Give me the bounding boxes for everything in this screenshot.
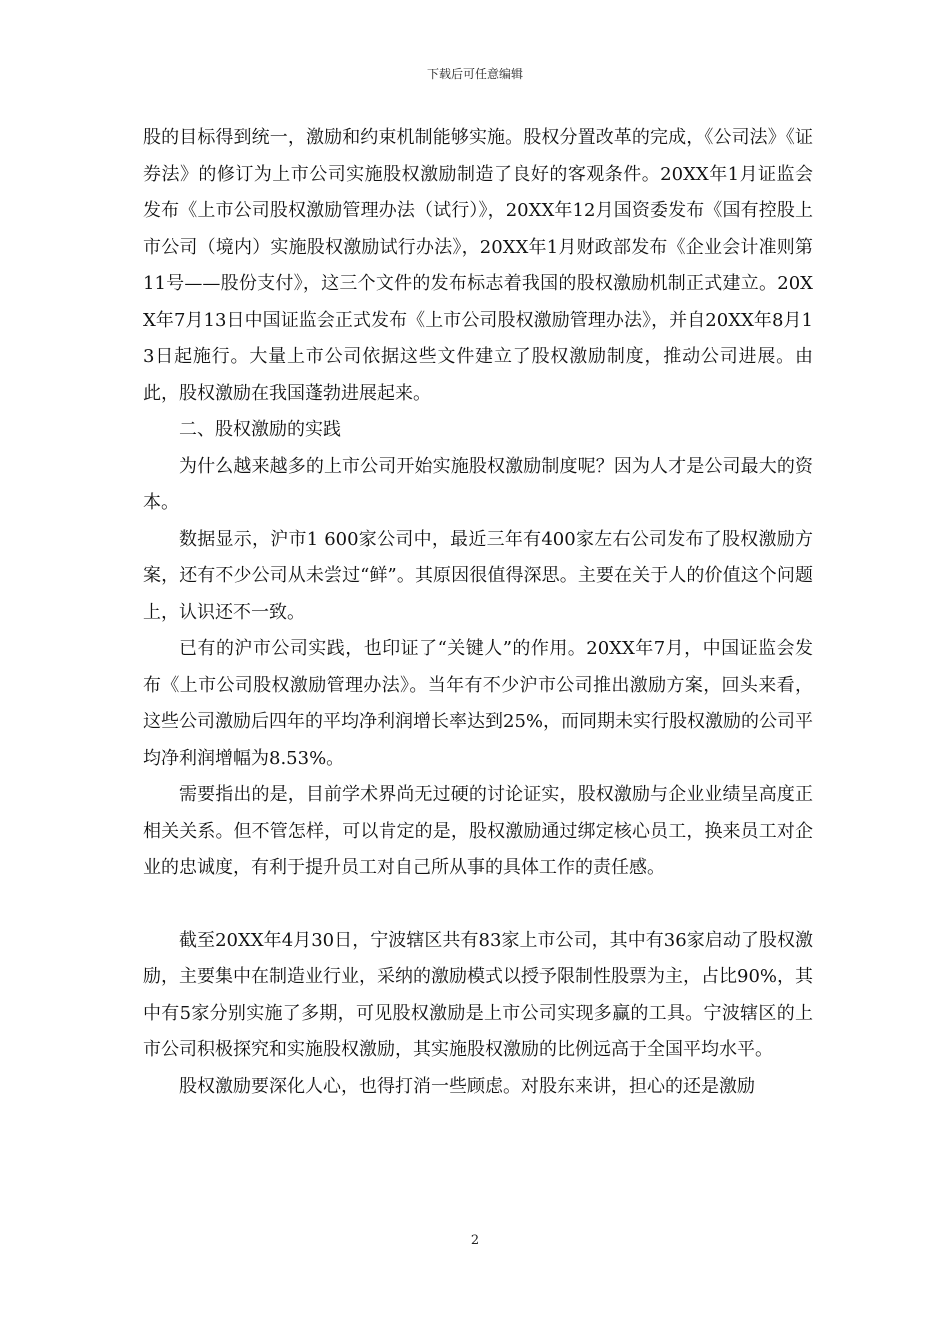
paragraph-key-person: 已有的沪市公司实践，也印证了“关键人”的作用。20XX年7月，中国证监会发布《上市公司股权激励管理办法》。当年有不少沪市公司推出激励方案，回头来看，这些公司激励后四年的平均净利润增长率达到25%，而同期未实行股权激励的公司平均净利润增幅为8.53%。 bbox=[143, 638, 814, 769]
section-heading: 二、股权激励的实践 bbox=[179, 419, 341, 440]
page-header: 下载后可任意编辑 bbox=[426, 67, 523, 81]
paragraph-ningbo-stats: 截至20XX年4月30日，宁波辖区共有83家上市公司，其中有36家启动了股权激励，主要集中在制造业行业，采纳的激励模式以授予限制性股票为主，占比90%，其中有5家分别实施了多期，可见股权激励是上市公司实现多赢的工具。宁波辖区的上市公司积极探究和实施股权激励，其实施股权激励的比例远高于全国平均水平。 bbox=[143, 929, 814, 1060]
paragraph-shanghai-data: 数据显示，沪市1 600家公司中，最近三年有400家左右公司发布了股权激励方案，还有不少公司从未尝过“鲜”。其原因很值得深思。主要在关于人的价值这个问题上，认识还不一致。 bbox=[143, 528, 813, 623]
paragraph-policy-history: 股的目标得到统一，激励和约束机制能够实施。股权分置改革的完成，《公司法》《证券法》的修订为上市公司实施股权激励制造了良好的客观条件。20XX年1月证监会发布《上市公司股权激励管理办法（试行）》，20XX年12月国资委发布《国有控股上市公司（境内）实施股权激励试行办法》，20XX年1月财政部发布《企业会计准则第11号——股份支付》，这三个文件的发布标志着我国的股权激励机制正式建立。20XX年7月13日中国证监会正式发布《上市公司股权激励管理办法》，并自20XX年8月13日起施行。大量上市公司依据这些文件建立了股权激励制度，推动公司进展。由此，股权激励在我国蓬勃进展起来。 bbox=[143, 127, 813, 404]
page-number: 2 bbox=[470, 1233, 480, 1248]
paragraph-concerns: 股权激励要深化人心，也得打消一些顾虑。对股东来讲，担心的还是激励 bbox=[179, 1075, 755, 1097]
paragraph-why-incentive: 为什么越来越多的上市公司开始实施股权激励制度呢？因为人才是公司最大的资本。 bbox=[143, 455, 813, 513]
document-body bbox=[143, 120, 813, 1105]
paragraph-spacer bbox=[143, 887, 813, 923]
paragraph-research-note: 需要指出的是，目前学术界尚无过硬的讨论证实，股权激励与企业业绩呈高度正相关关系。但不管怎样，可以肯定的是，股权激励通过绑定核心员工，换来员工对企业的忠诚度，有利于提升员工对自己所从事的具体工作的责任感。 bbox=[143, 784, 813, 878]
